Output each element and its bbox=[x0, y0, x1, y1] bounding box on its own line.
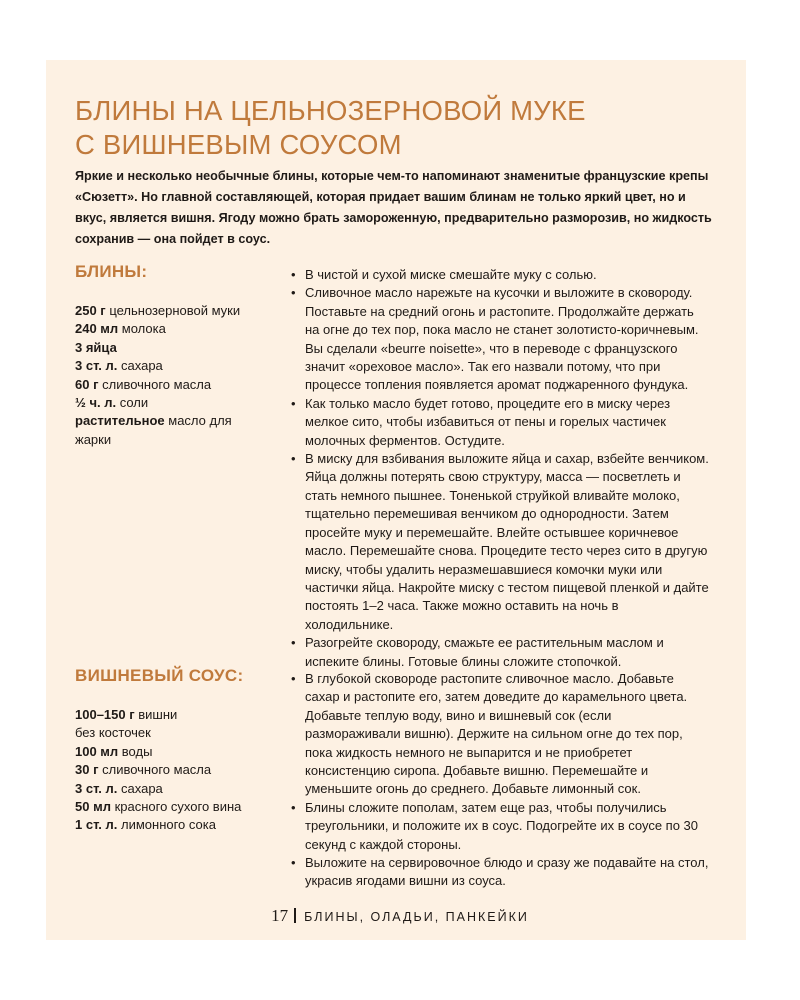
pancakes-ingredients bbox=[75, 302, 275, 449]
ingredient-item: 100 мл воды bbox=[75, 743, 153, 759]
recipe-title bbox=[75, 94, 735, 162]
pancakes-heading: БЛИНЫ: bbox=[75, 262, 148, 281]
running-title: БЛИНЫ, ОЛАДЬИ, ПАНКЕЙКИ bbox=[304, 910, 529, 924]
step-item: • Сливочное масло нарежьте на кусочки и выложите в сковороду. Поставьте на средний огонь и растопите. Продолжайте держать на огне до тех пор, пока масло не станет золотисто-коричневым. Вы сделали «beurre noisette», что в переводе с французского значит «ореховое масло». Так его назвали потому, что при процессе топления появляется аромат поджаренного фундука. bbox=[290, 284, 710, 394]
step-item: • В чистой и сухой миске смешайте муку с солью. bbox=[290, 266, 710, 284]
ingredient-item: 250 г цельнозерновой муки bbox=[75, 303, 241, 318]
page-footer bbox=[0, 906, 800, 926]
ingredient-item: 240 мл молока bbox=[75, 321, 166, 337]
ingredient-item: 30 г сливочного масла bbox=[75, 762, 212, 778]
pancakes-steps bbox=[290, 266, 710, 671]
step-item: • Разогрейте сковороду, смажьте ее растительным маслом и испеките блины. Готовые блины сложите стопочкой. bbox=[290, 634, 710, 671]
ingredient-item: 3 яйца bbox=[75, 339, 117, 355]
sauce-ingredients bbox=[75, 706, 255, 835]
ingredient-item: 3 ст. л. сахара bbox=[75, 780, 163, 796]
recipe-title-line-1: БЛИНЫ НА ЦЕЛЬНОЗЕРНОВОЙ МУКЕ bbox=[75, 95, 586, 126]
step-item: • Как только масло будет готово, процедите его в миску через мелкое сито, чтобы избавиться от пены и горелых частичек молочных ферментов. Остудите. bbox=[290, 395, 710, 450]
step-item: • В глубокой сковороде растопите сливочное масло. Добавьте сахар и растопите его, затем доведите до карамельного цвета. Добавьте теплую воду, вино и вишневый сок (если размораживали вишню). Держите на сильном огне до тех пор, пока жидкость немного не выпарится и не приобретет консистенцию сиропа. Добавьте вишню. Перемешайте и уменьшите огонь до среднего. Добавьте лимонный сок. bbox=[290, 670, 710, 799]
sauce-steps bbox=[290, 670, 710, 891]
step-item: • Блины сложите пополам, затем еще раз, чтобы получились треугольники, и положите их в соус. Подогрейте их в соусе по 30 секунд с каждой стороны. bbox=[290, 799, 710, 854]
footer-divider bbox=[294, 908, 296, 923]
recipe-intro: Яркие и несколько необычные блины, которые чем-то напоминают знаменитые французские крепы «Сюзетт». Но главной составляющей, которая придает вашим блинам не только яркий цвет, но и вкус, является вишня. Ягоду можно брать замороженную, предварительно разморозив, но жидкость сохранив — она пойдет в соус. bbox=[75, 169, 712, 246]
sauce-heading: ВИШНЕВЫЙ СОУС: bbox=[75, 666, 244, 685]
ingredient-item: 100–150 г вишни без косточек bbox=[75, 707, 178, 741]
ingredient-item: 50 мл красного сухого вина bbox=[75, 799, 242, 815]
recipe-title-line-2: С ВИШНЕВЫМ СОУСОМ bbox=[75, 129, 402, 160]
step-item: • Выложите на сервировочное блюдо и сразу же подавайте на стол, украсив ягодами вишни из соуса. bbox=[290, 854, 710, 891]
ingredient-item: 60 г сливочного масла bbox=[75, 376, 212, 392]
page-number: 17 bbox=[271, 906, 289, 925]
ingredient-item: растительное масло для жарки bbox=[75, 413, 232, 447]
step-item: • В миску для взбивания выложите яйца и сахар, взбейте венчиком. Яйца должны потерять свою структуру, масса — посветлеть и стать немного пышнее. Тоненькой струйкой вливайте молоко, тщательно перемешивая венчиком до однородности. Затем просейте муку и перемешайте. Влейте остывшее коричневое масло. Перемешайте снова. Процедите тесто через сито в другую миску, чтобы удалить неразмешавшиеся комочки муки или частички яйца. Накройте миску с тестом пищевой пленкой и дайте постоять 1–2 часа. Также можно оставить на ночь в холодильнике. bbox=[290, 450, 710, 634]
ingredient-item: ½ ч. л. соли bbox=[75, 395, 149, 411]
ingredient-item: 1 ст. л. лимонного сока bbox=[75, 817, 216, 833]
ingredient-item: 3 ст. л. сахара bbox=[75, 358, 163, 374]
